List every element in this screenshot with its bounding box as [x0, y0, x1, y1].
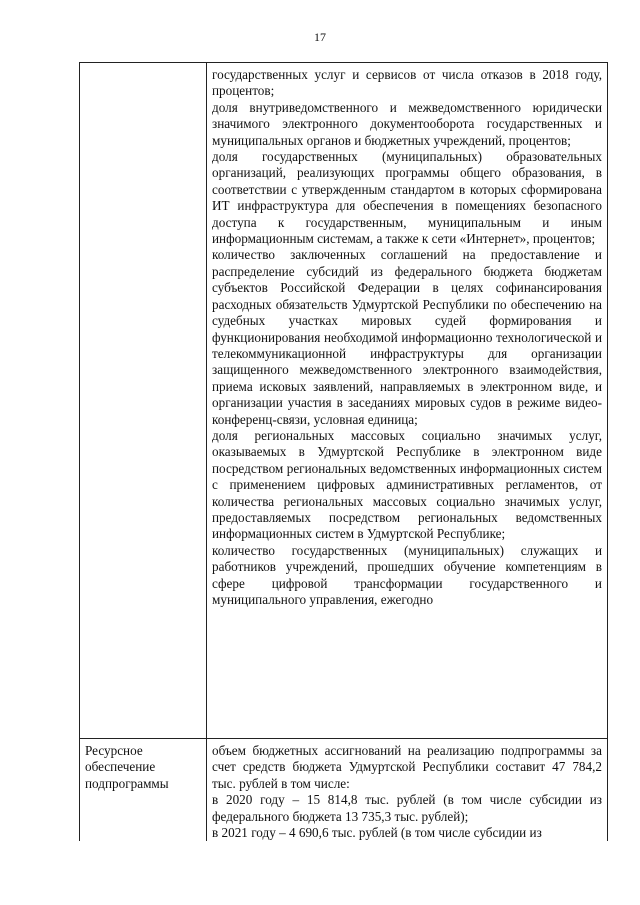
row-content-indicators	[207, 63, 608, 739]
row-content-resources	[207, 739, 608, 842]
row-label	[80, 63, 207, 739]
page-number: 17	[314, 30, 326, 44]
paragraph: доля внутриведомственного и межведомственного юридически значимого электронного документооборота государственных и муниципальных органов и бюджетных учреждений, процентов;	[212, 99, 602, 148]
paragraph: доля государственных (муниципальных) образовательных организаций, реализующих программы общего образования, в соответствии с утвержденным стандартом в которых сформирована ИТ инфраструктура для обеспечения в помещениях безопасного доступа к государственным, муниципальным и иным информационным системам, а также к сети «Интернет», процентов;	[212, 149, 602, 247]
table-row-indicators	[80, 63, 608, 739]
passport-table	[79, 62, 608, 841]
page-bottom-margin	[0, 852, 640, 905]
paragraph: количество заключенных соглашений на предоставление и распределение субсидий из федерального бюджета бюджетам субъектов Российской Федерации в целях софинансирования расходных обязательств Удмуртской Республики по обеспечению на судебных участках мировых судей формирования и функционирования необходимой информационно технологической и телекоммуникационной инфраструктуры для организации защищенного межведомственного электронного взаимодействия, приема исковых заявлений, направляемых в электронном виде, и организации участия в заседаниях мировых судов в режиме видео-конференц-связи, условная единица;	[212, 247, 602, 427]
paragraph: в 2020 году – 15 814,8 тыс. рублей (в том числе субсидии из федерального бюджета 13 735,3 тыс. рублей);	[212, 792, 602, 824]
paragraph: объем бюджетных ассигнований на реализацию подпрограммы за счет средств бюджета Удмуртской Республики составит 47 784,2 тыс. рублей в том числе:	[212, 743, 602, 791]
paragraph: государственных услуг и сервисов от числа отказов в 2018 году, процентов;	[212, 67, 602, 99]
paragraph: доля региональных массовых социально значимых услуг, оказываемых в Удмуртской Республике в электронном виде посредством региональных ведомственных информационных систем с применением цифровых административных регламентов, от количества региональных массовых социально значимых услуг, предоставляемых посредством региональных ведомственных информационных систем в Удмуртской Республике;	[212, 427, 602, 542]
table-row-resources	[80, 739, 608, 842]
paragraph: в 2021 году – 4 690,6 тыс. рублей (в том числе субсидии из	[212, 825, 542, 841]
row-label: Ресурсное обеспечение подпрограммы	[80, 739, 207, 842]
paragraph: количество государственных (муниципальных) служащих и работников учреждений, прошедших обучение компетенциям в сфере цифровой трансформации государственного и муниципального управления, ежегодно	[212, 542, 602, 607]
